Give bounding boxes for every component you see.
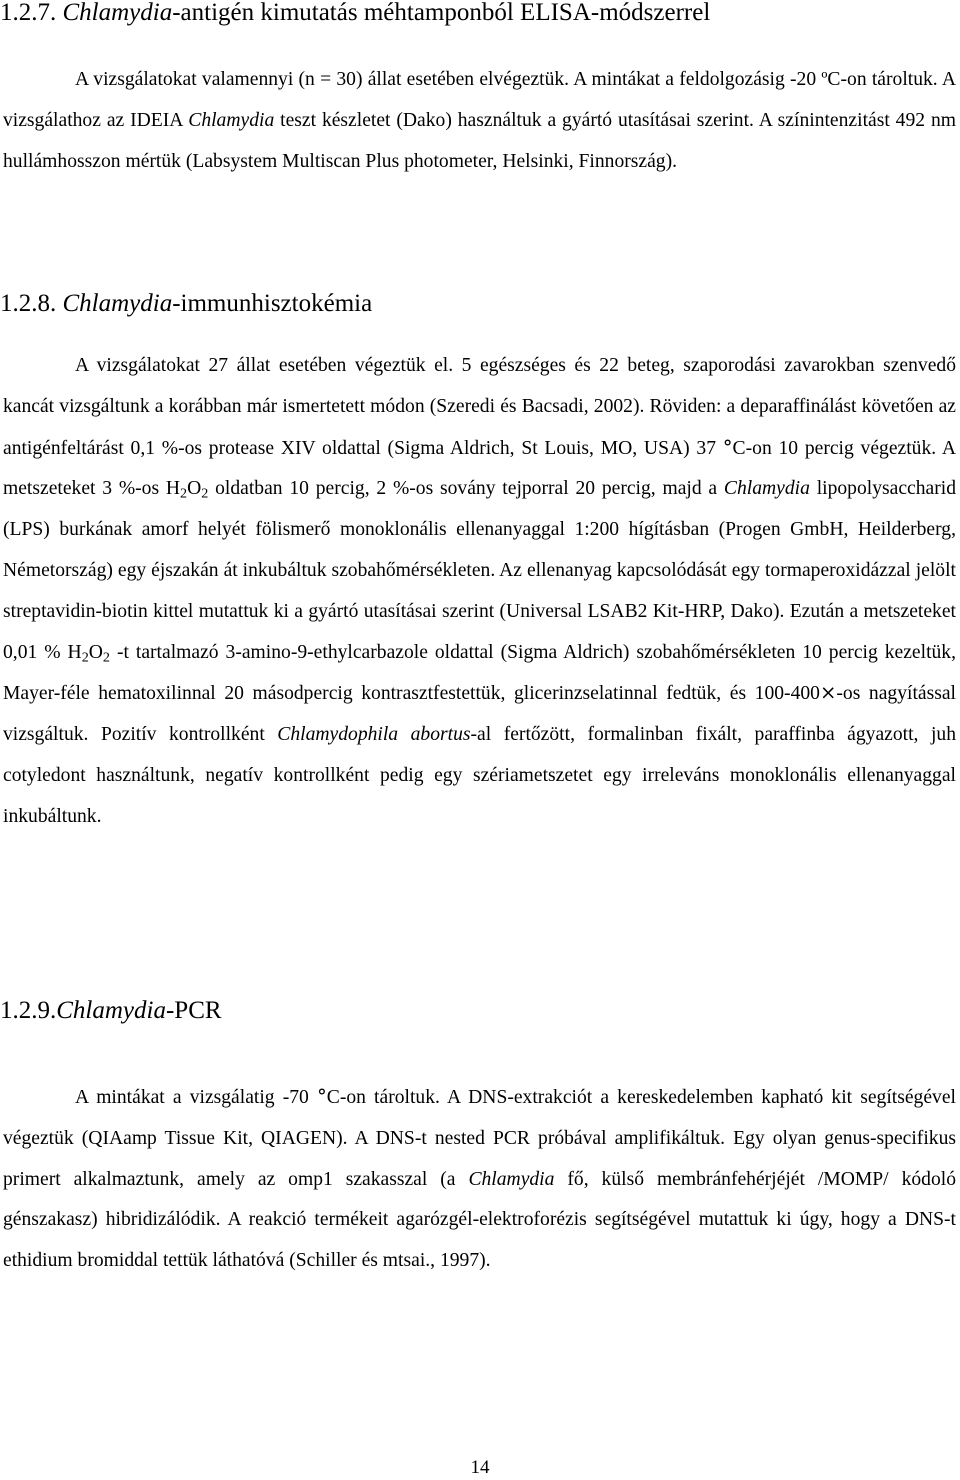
text-run: A vizsgálatokat 27 állat esetében végeztük el. 5 egészséges és 22 beteg, szaporodási zavarokban szenvedő kancát vizsgáltunk a korábban már ismertetett módon (Szeredi és Bacsadi, 2002). Röviden: a deparaffinálást követően az antigénfeltárást 0,1 %-os protease XIV oldattal (Sigma Aldrich, St Louis, MO, USA) 37 [3,355,956,459]
degree-symbol: ° [722,435,733,459]
text-run: O [88,641,103,663]
section-number: 1.2.9. [0,997,57,1024]
section-title-rest: -immunhisztokémia [172,290,373,317]
text-run: A vizsgálatokat valamennyi (n = 30) állat esetében elvégeztük. A mintákat a feldolgozásig -20 ºC-on tároltuk. A vizsgálathoz az IDEIA [3,69,956,131]
text-run: teszt készletet (Dako) használtuk a gyártó utasításai szerint. A színintenzitást 492 nm hullámhosszon mértük (Labsystem Multiscan Plus photometer, Helsinki, Finnország). [3,109,956,172]
italic-term: Chlamydia [468,1168,555,1190]
section-title-italic: Chlamydia [62,0,173,26]
page-number: 14 [470,1457,490,1478]
section-title-rest: -PCR [165,997,222,1024]
text-run: lipopolysaccharid (LPS) burkának amorf helyét fölismerő monoklonális ellenanyaggal 1:200 hígításban (Progen GmbH, Heilderberg, Németország) egy éjszakán át inkubáltuk szobahőmérsékleten. Az ellenanyag kapcsolódását egy tormaperoxidázzal jelölt streptavidin-biotin kittel mutattuk ki a gyártó utasításai szerint (Universal LSAB2 Kit-HRP, Dako). Ezután a metszeteket 0,01 % H [3,478,956,663]
italic-term: Chlamydophila abortus [277,724,471,746]
italic-term: Chlamydia [723,478,810,500]
section-number: 1.2.8. [0,290,57,317]
subscript: 2 [81,649,89,666]
text-run: O [187,478,202,500]
text-run: C-on 10 percig végeztük. A metszeteket 3 %-os H [3,437,956,500]
section-title-italic: Chlamydia [62,290,173,317]
italic-term: Chlamydia [188,109,275,131]
section-number: 1.2.7. [0,0,57,26]
subscript: 2 [201,485,209,502]
text-run: -os nagyítással vizsgáltuk. Pozitív kontrollként [3,683,956,746]
section-title-italic: Chlamydia [56,997,166,1024]
text-run: oldatban 10 percig, 2 %-os sovány tejporral 20 percig, majd a [208,478,724,500]
text-run: A mintákat a vizsgálatig -70 [75,1087,317,1108]
text-run: C-on tároltuk. A DNS-extrakciót a kereskedelemben kapható kit segítségével végeztük (QIAamp Tissue Kit, QIAGEN). A DNS-t nested PCR próbával amplifikáltuk. Egy olyan genus-specifikus primert alkalmaztunk, amely az omp1 szakasszal (a [3,1087,956,1190]
times-symbol: × [819,681,837,705]
paragraph-1-2-9 [3,1077,956,1282]
paragraph-1-2-7 [3,60,956,182]
text-run: -al fertőzött, formalinban fixált, paraffinba ágyazott, juh cotyledont használtunk, negatív kontrollként pedig egy szériametszetet egy irreleváns monoklonális ellenanyaggal inkubáltunk. [3,724,956,827]
subscript: 2 [102,649,110,666]
degree-symbol: ° [316,1085,327,1108]
section-title-rest: -antigén kimutatás méhtamponból ELISA-módszerrel [172,0,711,26]
section-heading-1-2-7 [0,0,710,28]
paragraph-1-2-8 [3,346,956,838]
text-run: -t tartalmazó 3-amino-9-ethylcarbazole oldattal (Sigma Aldrich) szobahőmérsékleten 10 percig kezeltük, Mayer-féle hematoxilinnal 20 másodpercig kontrasztfestettük, glicerinzselatinnal fedtük, és 100-400 [3,641,956,705]
subscript: 2 [180,485,188,502]
section-heading-1-2-9 [0,996,222,1026]
text-run: fő, külső membránfehérjéjét /MOMP/ kódoló génszakasz) hibridizálódik. A reakció termékeit agarózgél-elektroforézis segítségével mutattuk ki úgy, hogy a DNS-t ethidium bromiddal tettük láthatóvá (Schiller és mtsai., 1997). [3,1168,956,1272]
section-heading-1-2-8 [0,289,372,319]
